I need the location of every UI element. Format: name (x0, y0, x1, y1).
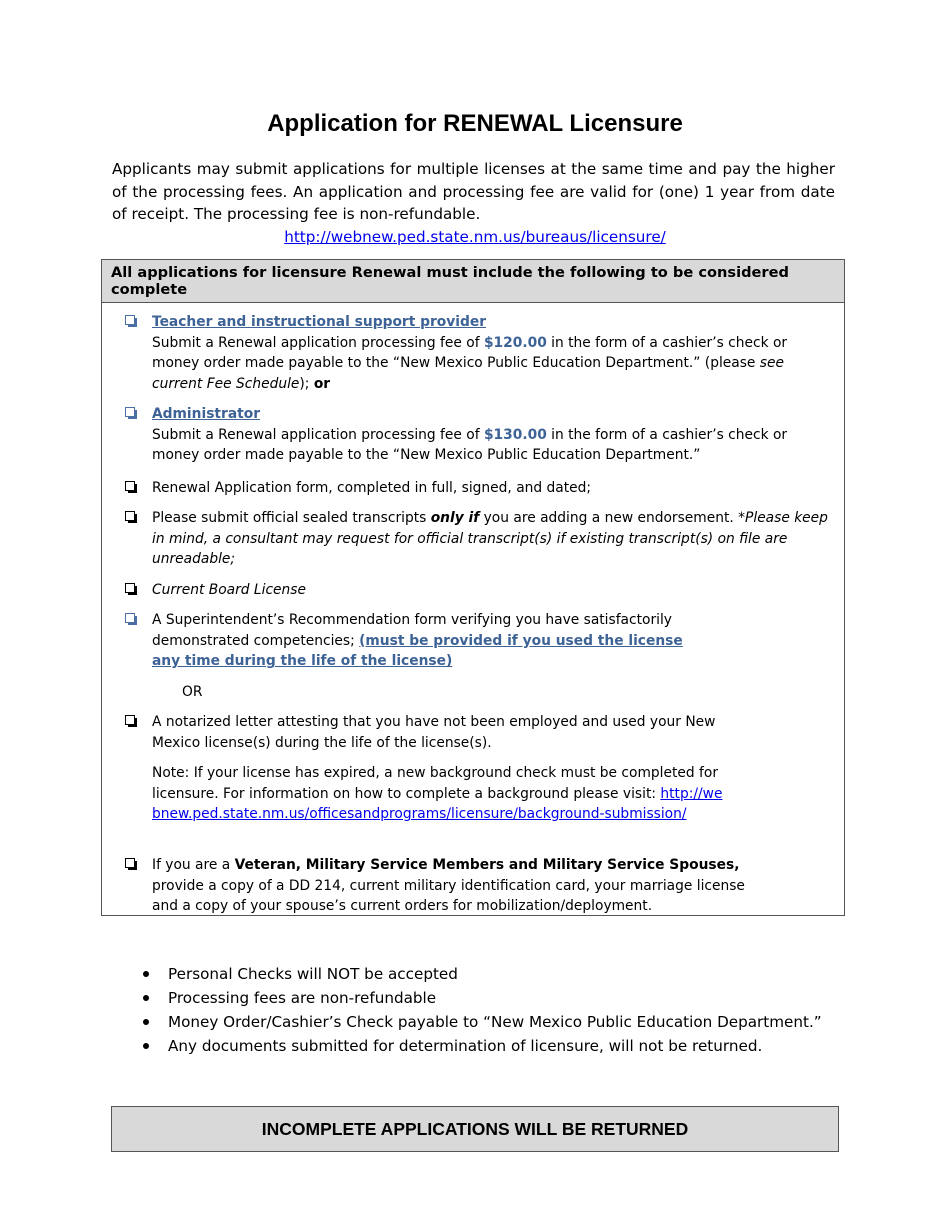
admin-fee-text-pre: Submit a Renewal application processing fee of (152, 426, 484, 443)
requirements-box (101, 259, 845, 916)
notarized-letter-text: A notarized letter attesting that you have not been employed and used your New Mexico license(s) during the life of the license(s). (152, 714, 716, 751)
checkbox-icon[interactable] (125, 613, 135, 623)
administrator-heading-link[interactable]: Administrator (152, 406, 261, 422)
transcripts-emphasis: only if (430, 510, 480, 526)
transcripts-text-pre: Please submit official sealed transcripts (152, 510, 431, 526)
background-submission-link[interactable]: http://webnew.ped.state.nm.us/officesandprograms/licensure/background-submission/ (152, 785, 723, 823)
superintendent-text: A Superintendent’s Recommendation form verifying you have satisfactorily demonstrated competencies; (152, 612, 672, 649)
checkbox-icon[interactable] (125, 315, 135, 325)
incomplete-warning-banner: INCOMPLETE APPLICATIONS WILL BE RETURNED (111, 1106, 839, 1152)
or-text: or (313, 376, 331, 393)
checkbox-icon[interactable] (125, 511, 135, 521)
list-item: Any documents submitted for determination of licensure, will not be returned. (140, 1034, 822, 1058)
checkbox-icon[interactable] (125, 583, 135, 593)
admin-fee-text-post: in the form of a cashier’s check or money order made payable to the “New Mexico Public Education Department.” (152, 426, 788, 464)
list-item: Personal Checks will NOT be accepted (140, 962, 822, 986)
teacher-fee-text-pre: Submit a Renewal application processing fee of (152, 334, 484, 351)
page-title: Application for RENEWAL Licensure (267, 110, 683, 137)
board-license-text: Current Board License (152, 582, 306, 598)
or-separator-text: OR (182, 684, 203, 700)
teacher-fee-tail: ); (299, 376, 314, 393)
checkbox-icon[interactable] (125, 858, 135, 868)
intro-paragraph: Applicants may submit applications for multiple licenses at the same time and pay the higher of the processing fees. An application and processing fee are valid for (one) 1 year from date of receipt. The processing fee is non-refundable. (112, 160, 835, 223)
licensure-link-wrapper (0, 228, 950, 246)
superintendent-requirement-link[interactable]: (must be provided if you used the license any time during the life of the license) (152, 632, 683, 670)
transcripts-text-mid: you are adding a new endorsement. (479, 510, 739, 526)
veteran-text-pre: If you are a (152, 857, 235, 873)
teacher-fee-amount: $120.00 (483, 334, 547, 351)
transcripts-note: *Please keep in mind, a consultant may request for official transcript(s) if existing transcript(s) on file are unreadable; (152, 510, 828, 568)
notes-list (140, 962, 822, 1058)
veteran-text-bold: Veteran, Military Service Members and Military Service Spouses, (234, 857, 740, 873)
list-item: Money Order/Cashier’s Check payable to “New Mexico Public Education Department.” (140, 1010, 822, 1034)
checkbox-icon[interactable] (125, 481, 135, 491)
background-note-text: Note: If your license has expired, a new background check must be completed for licensure. For information on how to complete a background please visit: (152, 765, 718, 802)
checkbox-icon[interactable] (125, 407, 135, 417)
list-item: Processing fees are non-refundable (140, 986, 822, 1010)
veteran-text-post: provide a copy of a DD 214, current military identification card, your marriage license and a copy of your spouse’s current orders for mobilization/deployment. (152, 877, 745, 915)
fee-schedule-text: see current Fee Schedule (152, 355, 784, 393)
admin-fee-amount: $130.00 (483, 426, 547, 443)
checkbox-icon[interactable] (125, 715, 135, 725)
requirements-header: All applications for licensure Renewal must include the following to be considered complete (102, 260, 844, 303)
application-form-text: Renewal Application form, completed in full, signed, and dated; (152, 480, 592, 496)
licensure-link[interactable]: http://webnew.ped.state.nm.us/bureaus/licensure/ (284, 228, 666, 246)
teacher-heading-link[interactable]: Teacher and instructional support provider (152, 314, 487, 330)
teacher-fee-text-post: in the form of a cashier’s check or money order made payable to the “New Mexico Public Education Department.” (please (152, 334, 788, 372)
